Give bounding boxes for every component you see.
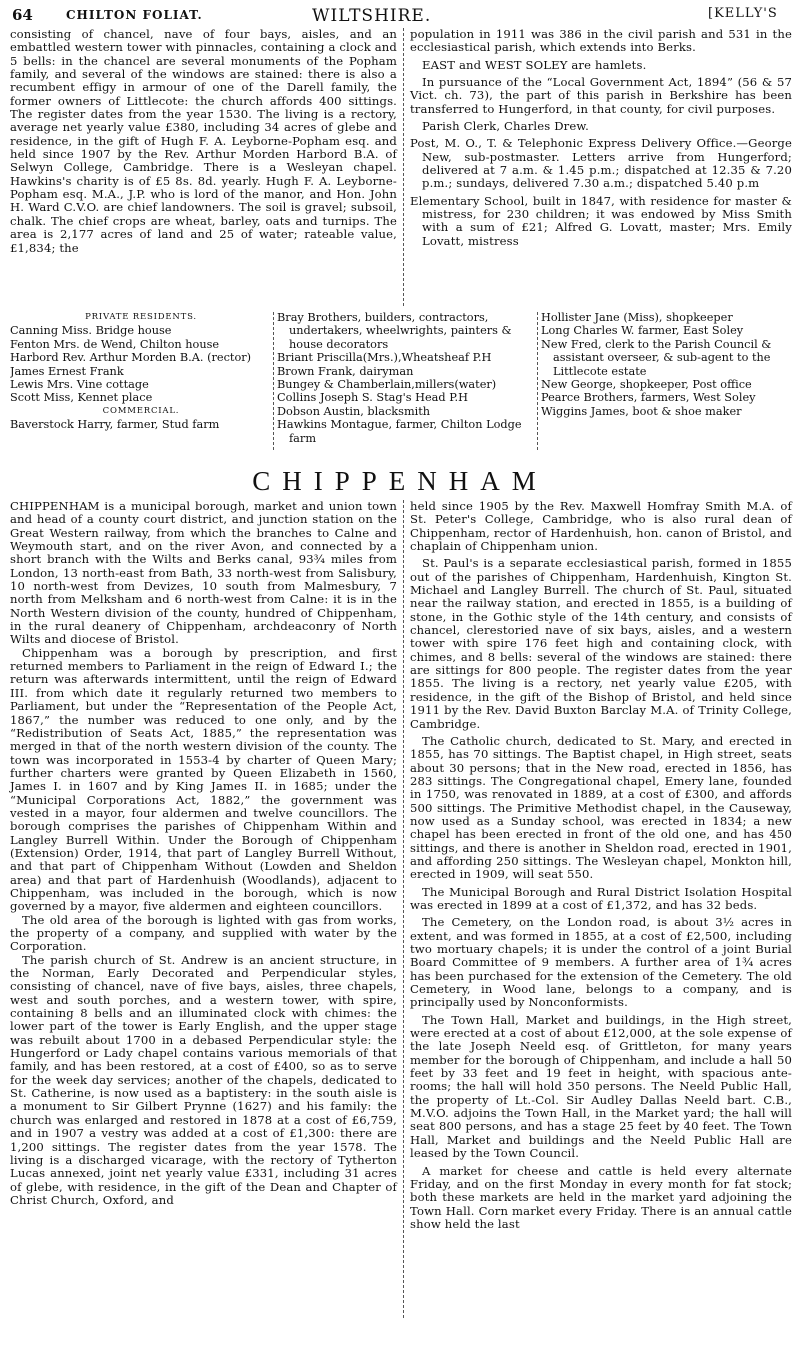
directory-entry: Fenton Mrs. de Wend, Chilton house <box>10 337 220 351</box>
directory-entry: Long Charles W. farmer, East Soley <box>541 324 744 338</box>
directory-entry: Baverstock Harry, farmer, Stud farm <box>10 418 220 432</box>
directory-entry: Dobson Austin, blacksmith <box>277 404 431 418</box>
paragraph: St. Paul's is a separate ecclesiastical parish, formed in 1855 out of the parishes of Chippenham, Hardenhuish, Kington St. Michael and Langley Burrell. The church of St. Paul, situated near the railway station, and erected in 1855, is a building of stone, in the Gothic style of the 14th century, and consists of chancel, clerestoried nave of six bays, aisles, and a western tower with spire 176 feet high and containing clock, with chimes, and 8 bells: several of the windows are stained: there are sittings for 800 people. The register dates from the year 1855. The living is a rectory, net yearly value £205, with residence, in the gift of the Bishop of Bristol, and held since 1911 by the Rev. David Buxton Barclay M.A. of Trinity College, Cambridge. <box>410 556 792 731</box>
directory-entry: Hollister Jane (Miss), shopkeeper <box>541 311 733 324</box>
directory-col-2 <box>277 311 535 445</box>
directory-entry: Harbord Rev. Arthur Morden B.A. (rector) <box>10 351 252 365</box>
directory-entry: Briant Priscilla(Mrs.),Wheatsheaf P.H <box>277 351 492 365</box>
paragraph: CHIPPENHAM is a municipal borough, market and union town and head of a county court district, and junction station on the Great Western railway, from which the branches to Calne and Weymouth start, and on the river Avon, and connected by a short branch with the Wilts and Berks canal, 93¾ miles from London, 13 north-east from Bath, 33 north-west from Salisbury, 10 north-west from Devizes, 10 south from Malmesbury, 7 north from Melksham and 6 north-west from Calne: it is in the North Western division of the county, hundred of Chippenham, in the rural deanery of Chippenham, archdeaconry of North Wilts and diocese of Bristol. <box>10 499 397 647</box>
paragraph: The Catholic church, dedicated to St. Mary, and erected in 1855, has 70 sittings. The Baptist chapel, in High street, seats about 30 persons; that in the New road, erected in 1856, has 283 sittings. The Congregational chapel, Emery lane, founded in 1750, was renovated in 1889, at a cost of £300, and affords 500 sittings. The Primitive Methodist chapel, in the Causeway, now used as a Sunday school, was erected in 1834; a new chapel has been erected in front of the old one, and has 450 sittings, and there is another in Sheldon road, erected in 1901, and affording 250 sittings. The Wesleyan chapel, Monkton hill, erected in 1909, will seat 550. <box>410 733 792 882</box>
directory-entry: Wiggins James, boot & shoe maker <box>541 404 742 418</box>
directory-entry: Canning Miss. Bridge house <box>10 324 172 338</box>
private-residents-heading: PRIVATE RESIDENTS. <box>85 312 197 322</box>
paragraph: population in 1911 was 386 in the civil parish and 531 in the ecclesiastical parish, which extends into Berks. <box>410 27 792 55</box>
paragraph: The Town Hall, Market and buildings, in the High street, were erected at a cost of about £12,000, at the sole expense of the late Joseph Neeld esq. of Grittleton, for many years member for the borough of Chippenham, and include a hall 50 feet by 33 feet and 19 feet in height, with spacious ante-rooms; the hall will hold 350 persons. The Neeld Public Hall, the property of Lt.-Col. Sir Audley Dallas Neeld bart. C.B., M.V.O. adjoins the Town Hall, in the Market yard; the hall will seat 800 persons, and has a stage 25 feet by 40 feet. The Town Hall, Market and buildings and the Neeld Public Hall are leased by the Town Council. <box>410 1012 792 1161</box>
paragraph: Elementary School, built in 1847, with residence for master & mistress, for 230 children; it was endowed by Miss Smith with a sum of £21; Alfred G. Lovatt, master; Mrs. Emily Lovatt, mistress <box>410 193 792 248</box>
paragraph: The parish church of St. Andrew is an ancient structure, in the Norman, Early Decorated and Perpendicular styles, consisting of chancel, nave of five bays, aisles, three chapels, west and south porches, and a western tower, with spire, containing 8 bells and an illuminated clock with chimes: the lower part of the tower is Early English, and the upper stage was rebuilt about 1700 in a debased Perpendicular style: the Hungerford or Lady chapel contains various memorials of that family, and has been restored, at a cost of £400, so as to serve for the week day services; another of the chapels, dedicated to St. Catherine, is now used as a baptistery: in the south aisle is a monument to Sir Gilbert Prynne (1627) and his family: the church was enlarged and restored in 1878 at a cost of £6,759, and in 1907 a vestry was added at a cost of £1,300: there are 1,200 sittings. The register dates from the year 1578. The living is a discharged vicarage, with the rectory of Tytherton Lucas annexed, joint net yearly value £331, including 31 acres of glebe, with residence, in the gift of the Dean and Chapter of Christ Church, Oxford, and <box>10 952 397 1207</box>
paragraph: The Municipal Borough and Rural District Isolation Hospital was erected in 1899 at a cost of £1,372, and has 32 beds. <box>410 884 792 912</box>
paragraph: Post, M. O., T. & Telephonic Express Delivery Office.—George New, sub-postmaster. Letters arrive from Hungerford; delivered at 7 a.m. & 1.45 p.m.; dispatched at 12.35 & 7.20 p.m.; sundays, delivered 7.30 a.m.; dispatched 5.40 p.m <box>410 136 792 191</box>
paragraph: A market for cheese and cattle is held every alternate Friday, and on the first Monday in every month for fat stock; both these markets are held in the market yard adjoining the Town Hall. Corn market every Friday. There is an annual cattle show held the last <box>410 1163 792 1231</box>
chilton-right-column <box>410 28 792 248</box>
directory-entry: New Fred, clerk to the Parish Council & assistant overseer, & sub-agent to the Littlecote estate <box>541 337 772 378</box>
section-title: CHIPPENHAM <box>252 466 548 496</box>
paragraph: consisting of chancel, nave of four bays, aisles, and an embattled western tower with pinnacles, containing a clock and 5 bells: in the chancel are several monuments of the Popham family, and several of the windows are stained: there is also a recumbent effigy in armour of one of the Darell family, the former owners of Littlecote: the church affords 400 sittings. The register dates from the year 1530. The living is a rectory, average net yearly value £380, including 34 acres of glebe and residence, in the gift of Hugh F. A. Leyborne-Popham esq. and held since 1907 by the Rev. Arthur Morden Harbord B.A. of Selwyn College, Cambridge. There is a Wesleyan chapel. Hawkins's charity is of £5 8s. 8d. yearly. Hugh F. A. Leyborne-Popham esq. M.A., J.P. who is lord of the manor, and Hon. John H. Ward C.V.O. are chief landowners. The soil is gravel; subsoil, chalk. The chief crops are wheat, barley, oats and turnips. The area is 2,177 acres of land and 25 of water; rateable value, £1,834; the <box>10 27 397 255</box>
column-divider <box>537 312 538 450</box>
chippenham-right-column <box>410 500 792 1231</box>
directory-entry: Collins Joseph S. Stag's Head P.H <box>277 391 468 405</box>
running-header <box>0 6 800 28</box>
directory-entry: Pearce Brothers, farmers, West Soley <box>541 391 756 405</box>
directory-entry: Bungey & Chamberlain,millers(water) <box>277 378 497 392</box>
paragraph: The Cemetery, on the London road, is about 3½ acres in extent, and was formed in 1855, at a cost of £2,500, including two mortuary chapels; it is under the control of a joint Burial Board Committee of 9 members. A further area of 1¾ acres has been purchased for the extension of the Cemetery. The old Cemetery, in Wood lane, belongs to a company, and is principally used by Nonconformists. <box>410 915 792 1010</box>
directory-entry: Lewis Mrs. Vine cottage <box>10 378 149 392</box>
paragraph: Parish Clerk, Charles Drew. <box>422 119 589 134</box>
directory-col-1 <box>10 311 272 432</box>
running-place: CHILTON FOLIAT. <box>66 8 203 22</box>
paragraph: EAST and WEST SOLEY are hamlets. <box>422 57 647 72</box>
chilton-left-column <box>10 28 397 255</box>
column-divider <box>403 28 404 306</box>
directory-col-3 <box>541 311 796 418</box>
running-publisher: [KELLY'S <box>708 6 778 21</box>
directory-entry: New George, shopkeeper, Post office <box>541 378 752 392</box>
column-divider <box>403 500 404 1318</box>
paragraph: held since 1905 by the Rev. Maxwell Homfray Smith M.A. of St. Peter's College, Cambridge, who is also rural dean of Chippenham, rector of Hardenhuish, hon. canon of Bristol, and chaplain of Chippenham union. <box>410 499 792 554</box>
column-divider <box>273 312 274 450</box>
paragraph: The old area of the borough is lighted with gas from works, the property of a company, and supplied with water by the Corporation. <box>10 912 397 954</box>
chippenham-left-column <box>10 500 397 1207</box>
paragraph: In pursuance of the “Local Government Act, 1894” (56 & 57 Vict. ch. 73), the part of this parish in Berkshire has been transferred to Hungerford, in that county, for civil purposes. <box>410 75 792 116</box>
page-number: 64 <box>12 6 33 24</box>
directory-entry: Hawkins Montague, farmer, Chilton Lodge farm <box>277 418 522 445</box>
running-county: WILTSHIRE. <box>312 6 432 26</box>
paragraph: Chippenham was a borough by prescription, and first returned members to Parliament in the reign of Edward I.; the return was afterwards intermittent, until the reign of Edward III. from which date it regularly returned two members to Parliament, but under the “Representation of the People Act, 1867,” the number was reduced to one only, and by the “Redistribution of Seats Act, 1885,” the representation was merged in that of the north western division of the county. The town was incorporated in 1553-4 by charter of Queen Mary; further charters were granted by Queen Elizabeth in 1560, James I. in 1607 and by King James II. in 1685; under the “Municipal Corporations Act, 1882,” the government was vested in a mayor, four aldermen and twelve councillors. The borough comprises the parishes of Chippenham Within and Langley Burrell Within. Under the Borough of Chippenham (Extension) Order, 1914, that part of Langley Burrell Without, and that part of Chippenham Without (Lowden and Sheldon area) and that part of Hardenhuish (Woodlands), adjacent to Chippenham, was included in the borough, which is now governed by a mayor, five aldermen and eighteen councillors. <box>10 645 397 914</box>
commercial-heading: COMMERCIAL. <box>102 405 180 416</box>
directory-entry: Scott Miss, Kennet place <box>10 391 153 405</box>
directory-entry: Brown Frank, dairyman <box>277 364 414 378</box>
directory-entry: Bray Brothers, builders, contractors, undertakers, wheelwrights, painters & house decorators <box>277 311 512 351</box>
directory-entry: James Ernest Frank <box>10 364 124 378</box>
